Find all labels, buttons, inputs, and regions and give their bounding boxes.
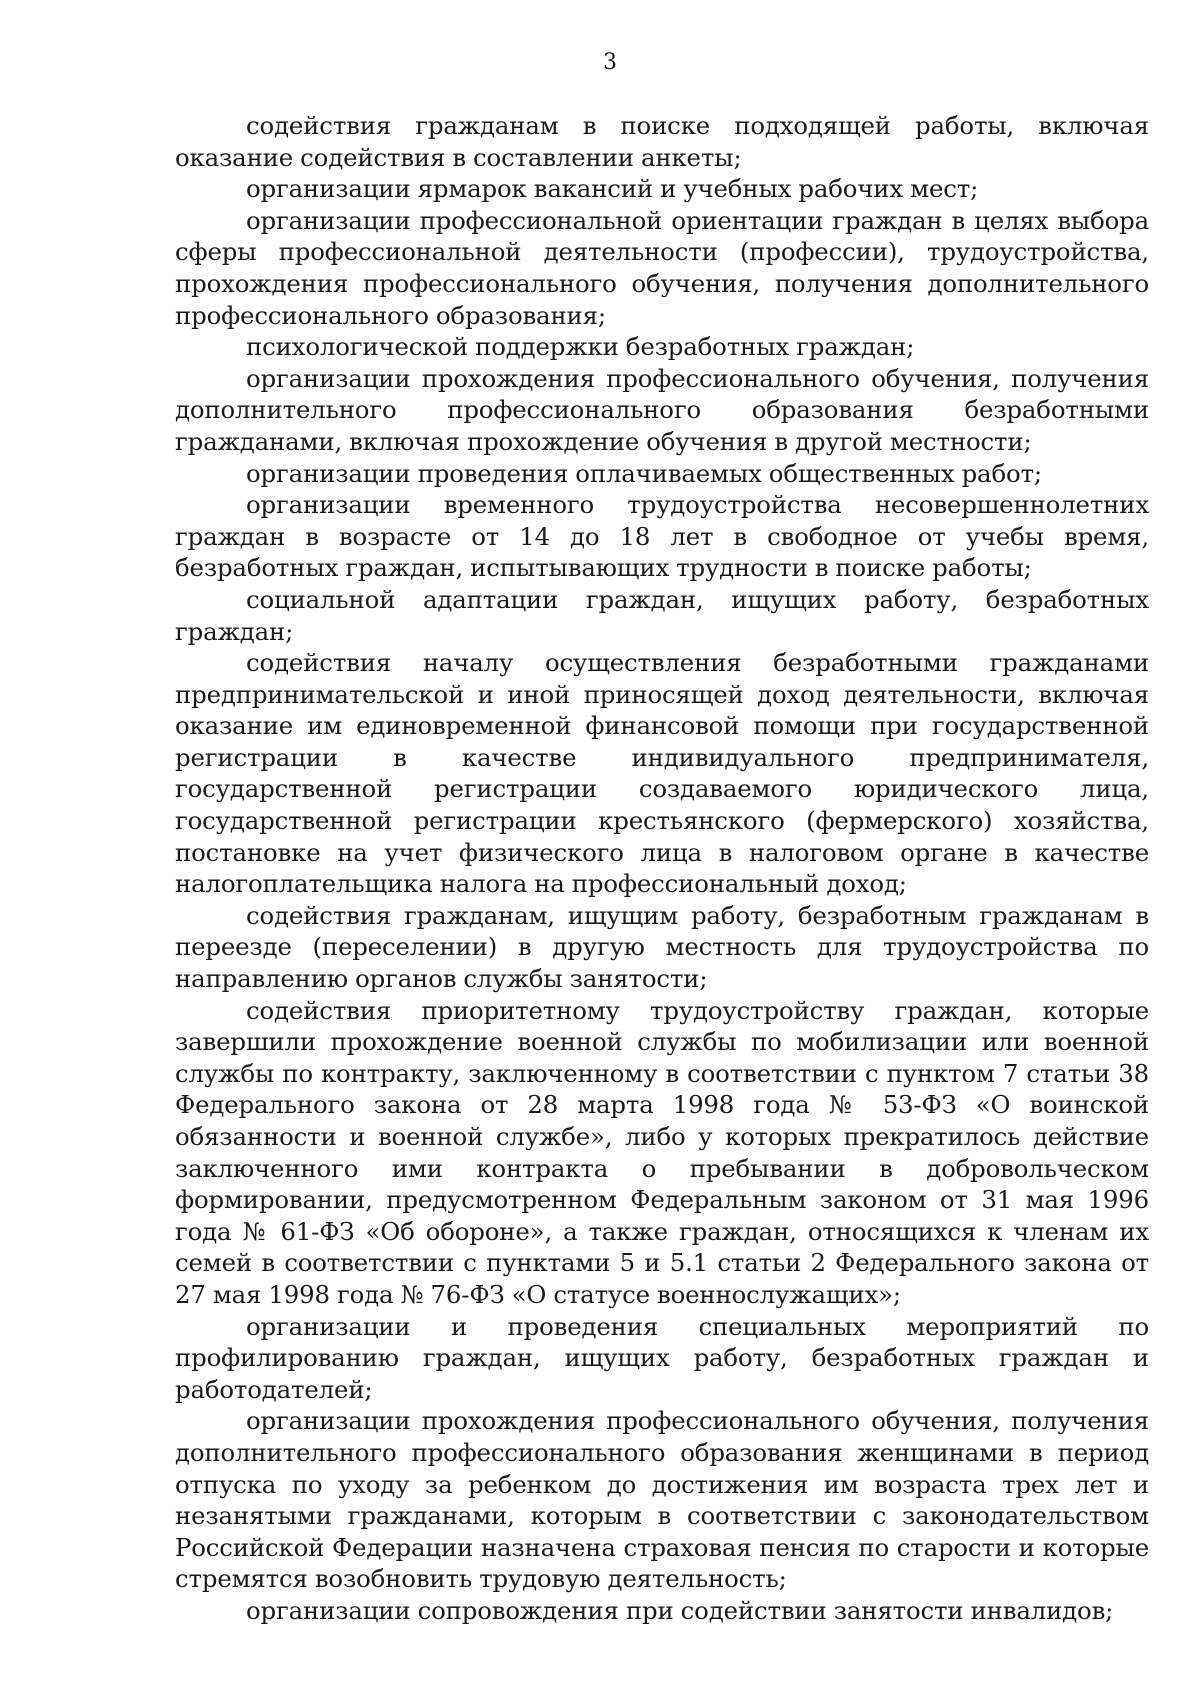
paragraph: организации проведения оплачиваемых общественных работ; <box>246 458 1042 488</box>
paragraph: организации и проведения специальных мероприятий по профилированию граждан, ищущих работу, безработных граждан и работодателей; <box>175 1311 1149 1404</box>
paragraph: организации ярмарок вакансий и учебных рабочих мест; <box>246 174 979 204</box>
paragraph: содействия гражданам в поиске подходящей работы, включая оказание содействия в составлении анкеты; <box>175 111 1149 172</box>
paragraph: содействия началу осуществления безработными гражданами предпринимательской и иной приносящей доход деятельности, включая оказание им единовременной финансовой помощи при государственной регистрации в качестве индивидуального предпринимателя, государственной регистрации создаваемого юридического лица, государственной регистрации крестьянского (фермерского) хозяйства, постановке на учет физического лица в налоговом органе в качестве налогоплательщика налога на профессиональный доход; <box>175 648 1149 899</box>
paragraph: содействия приоритетному трудоустройству граждан, которые завершили прохождение военной службы по мобилизации или военной службы по контракту, заключенному в соответствии с пунктом 7 статьи 38 Федерального закона от 28 марта 1998 года № 53-ФЗ «О воинской обязанности и военной службе», либо у которых прекратилось действие заключенного ими контракта о пребывании в добровольческом формировании, предусмотренном Федеральным законом от 31 мая 1996 года № 61-ФЗ «Об обороне», а также граждан, относящихся к членам их семей в соответствии с пунктами 5 и 5.1 статьи 2 Федерального закона от 27 мая 1998 года № 76-ФЗ «О статусе военнослужащих»; <box>175 995 1149 1309</box>
paragraph: организации временного трудоустройства несовершеннолетних граждан в возрасте от 14 до 18 лет в свободное от учебы время, безработных граждан, испытывающих трудности в поиске работы; <box>175 490 1149 583</box>
document-body <box>175 110 1149 1627</box>
paragraph: организации профессиональной ориентации граждан в целях выбора сферы профессиональной деятельности (профессии), трудоустройства, прохождения профессионального обучения, получения дополнительного профессионального образования; <box>175 205 1149 330</box>
page-number: 3 <box>603 50 617 75</box>
paragraph: содействия гражданам, ищущим работу, безработным гражданам в переезде (переселении) в другую местность для трудоустройства по направлению органов службы занятости; <box>175 900 1149 994</box>
paragraph: социальной адаптации граждан, ищущих работу, безработных граждан; <box>175 584 1149 646</box>
paragraph: организации прохождения профессионального обучения, получения дополнительного профессионального образования безработными гражданами, включая прохождение обучения в другой местности; <box>175 363 1149 456</box>
paragraph: организации сопровождения при содействии занятости инвалидов; <box>246 1595 1114 1625</box>
paragraph: организации прохождения профессионального обучения, получения дополнительного профессионального образования женщинами в период отпуска по уходу за ребенком до достижения им возраста трех лет и незанятыми гражданами, которым в соответствии с законодательством Российской Федерации назначена страховая пенсия по старости и которые стремятся возобновить трудовую деятельность; <box>175 1406 1149 1594</box>
paragraph: психологической поддержки безработных граждан; <box>246 332 915 362</box>
